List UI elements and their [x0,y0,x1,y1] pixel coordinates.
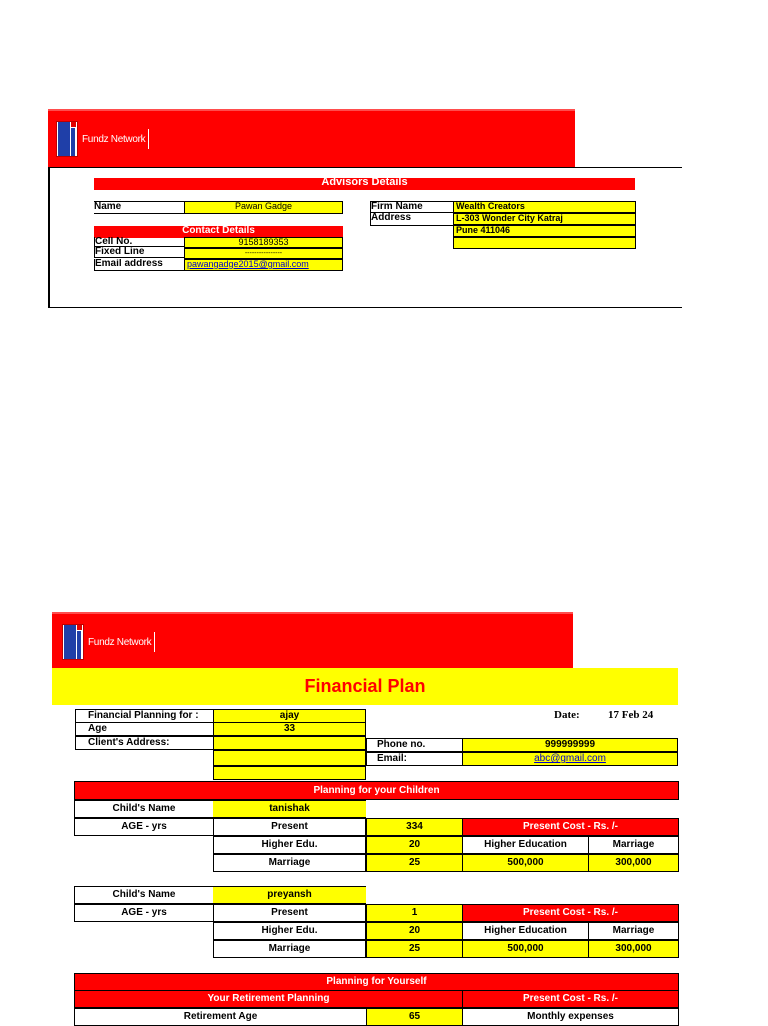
cost-higher-edu-value: 500,000 [462,854,589,872]
child-name-label: Child's Name [74,886,214,904]
retirement-age-label: Retirement Age [74,1008,367,1026]
advisor-title: Advisors Details [94,178,635,190]
child-present-label: Present [213,818,366,836]
client-email-link[interactable]: abc@gmail.com [462,752,678,766]
child-higher-edu-label: Higher Edu. [213,836,366,854]
child-name-label: Child's Name [74,800,214,818]
plan-title-bar [52,668,678,705]
child-present-value: 1 [366,904,463,922]
retirement-planning-title: Your Retirement Planning [74,990,463,1008]
phone-label: Phone no. [366,738,463,752]
yourself-section-title: Planning for Yourself [74,973,679,991]
child-marriage-value: 25 [366,940,463,958]
child-cost-header: Present Cost - Rs. /- [462,904,679,922]
child-name-value: tanishak [213,800,366,818]
advisor-email-link[interactable]: pawangadge2015@gmail.com [184,259,343,271]
planning-for-value: ajay [213,709,366,723]
child-age-label: AGE - yrs [74,818,214,836]
cost-higher-edu-label: Higher Education [462,922,589,940]
child-higher-edu-value: 20 [366,922,463,940]
fixed-line-value: ---------------- [184,248,343,259]
firm-address-line3 [453,237,636,249]
brand-name-2: Fundz Network [88,636,152,648]
yourself-cost-header: Present Cost - Rs. /- [462,990,679,1008]
brand-logo-2 [62,624,155,660]
date-value: 17 Feb 24 [608,710,654,721]
firm-address-line2: Pune 411046 [453,225,636,237]
brand-name: Fundz Network [82,133,146,145]
firm-address-label: Address [370,213,453,226]
age-value: 33 [213,722,366,736]
planning-for-label: Financial Planning for : [75,709,214,723]
client-address-line3 [213,766,366,780]
cost-higher-edu-value: 500,000 [462,940,589,958]
fundz-logo-icon [56,121,78,157]
child-marriage-value: 25 [366,854,463,872]
date-label: Date: [554,710,580,721]
firm-name-value: Wealth Creators [453,201,636,213]
cell-no-value: 9158189353 [184,237,343,248]
fundz-logo-icon-2 [62,624,84,660]
advisor-name-value: Pawan Gadge [184,201,343,214]
child-marriage-label: Marriage [213,940,366,958]
advisor-header-banner [48,109,575,169]
phone-value: 999999999 [462,738,678,752]
cost-marriage-value: 300,000 [588,854,679,872]
monthly-expenses-label: Monthly expenses [462,1008,679,1026]
cell-no-label: Cell No. [94,237,184,247]
child-name-value: preyansh [213,886,366,904]
age-label: Age [75,722,214,736]
plan-title: Financial Plan [304,676,426,696]
advisor-name-label: Name [94,201,184,214]
plan-header-banner [52,612,573,672]
email-address-label: Email address [94,259,184,271]
client-address-line2 [213,750,366,766]
cost-marriage-value: 300,000 [588,940,679,958]
cost-marriage-label: Marriage [588,922,679,940]
client-address-line1 [213,736,366,750]
child-age-label: AGE - yrs [74,904,214,922]
cost-higher-edu-label: Higher Education [462,836,589,854]
brand-logo [56,121,149,157]
child-present-label: Present [213,904,366,922]
email-label: Email: [366,752,463,766]
child-higher-edu-label: Higher Edu. [213,922,366,940]
fixed-line-label: Fixed Line [94,247,184,258]
child-present-value: 334 [366,818,463,836]
child-marriage-label: Marriage [213,854,366,872]
firm-name-label: Firm Name [370,201,453,213]
child-cost-header: Present Cost - Rs. /- [462,818,679,836]
child-higher-edu-value: 20 [366,836,463,854]
client-address-label: Client's Address: [75,736,214,750]
retirement-age-value: 65 [366,1008,463,1026]
children-section-title: Planning for your Children [74,781,679,800]
contact-details-title: Contact Details [94,226,343,238]
cost-marriage-label: Marriage [588,836,679,854]
firm-address-line1: L-303 Wonder City Katraj [453,213,636,225]
